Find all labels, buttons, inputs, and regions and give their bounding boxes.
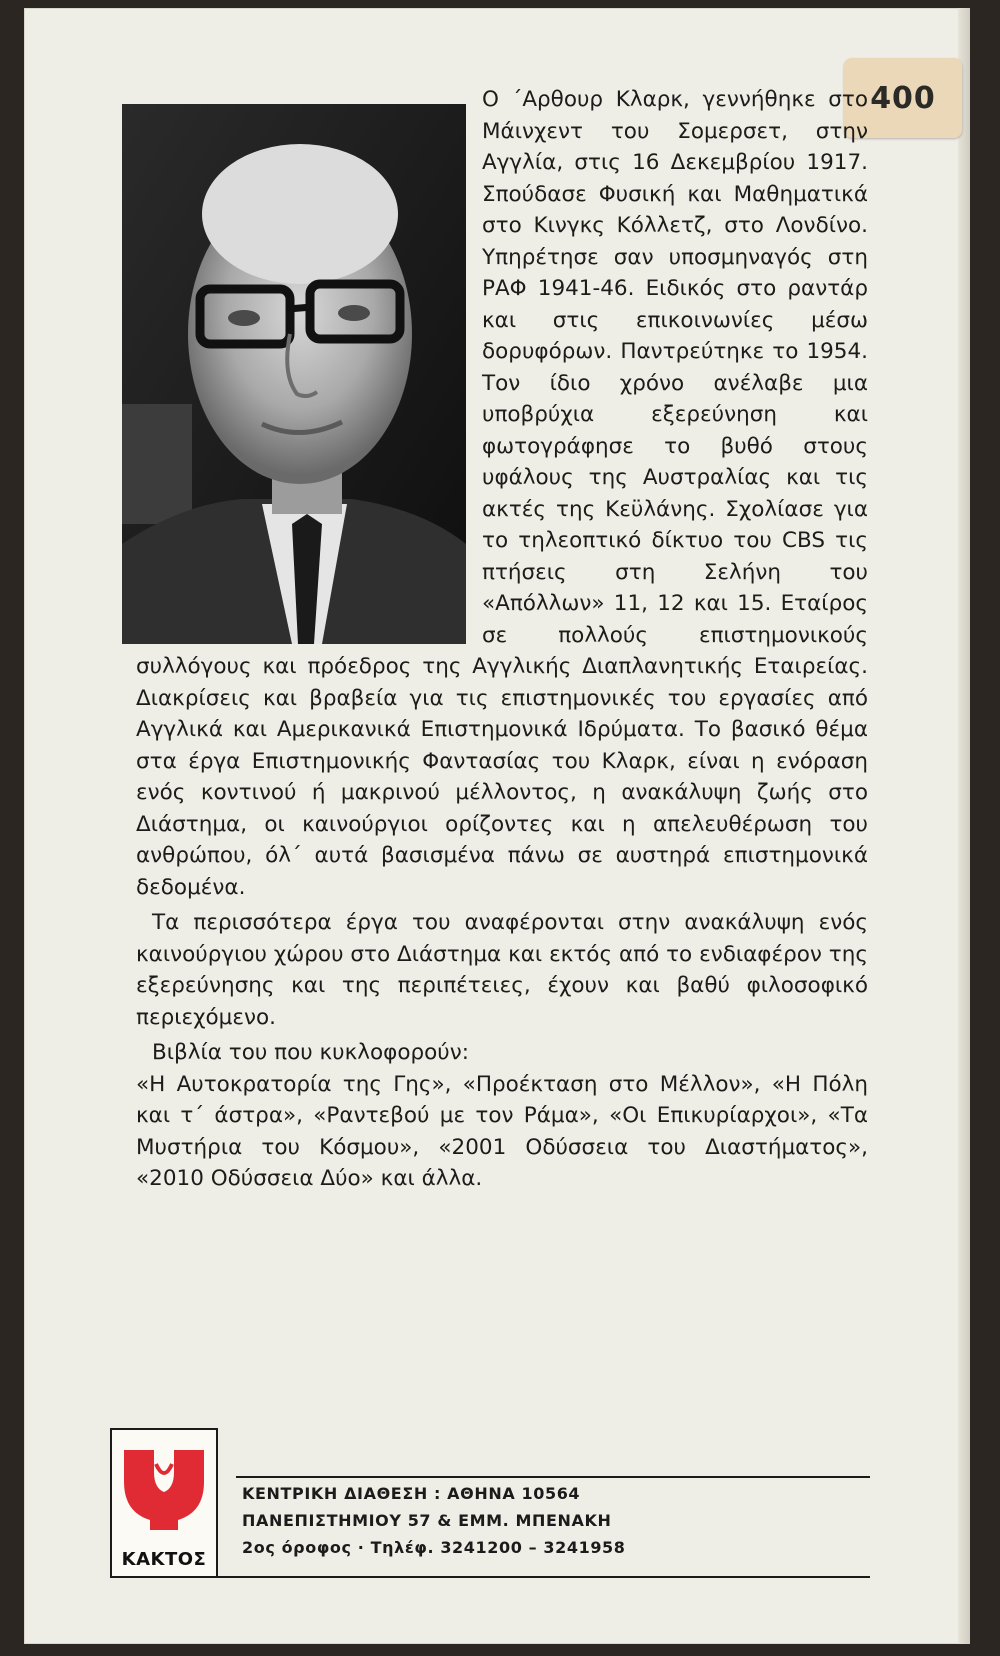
address-line-3: 2ος όροφος · Τηλέφ. 3241200 – 3241958 bbox=[242, 1538, 626, 1557]
bio-paragraph-1: Ο ΄Αρθουρ Κλαρκ, γεννήθηκε στο Μάινχεντ του Σομερσετ, στην Αγγλία, στις 16 Δεκεμβρίου 1917. Σπούδασε Φυσική και Μαθηματικά στο Κινγκς Κόλλετζ, στο Λονδίνο. Υπηρέτησε σαν υποσμηναγός στη ΡΑΦ 1941-46. Ειδικός στο ραντάρ και στις επικοινωνίες μέσω δορυφόρων. Παντρεύτηκε το 1954. Τον ίδιο χρόνο ανέλαβε μια υποβρύχια εξερεύνηση και φωτογράφησε το βυθό στους υφάλους της Αυστραλίας και τις ακτές της Κεϋλάνης. Σχολίασε για το τηλεοπτικό δίκτυο του CBS τις πτήσεις στη Σελήνη του «Απόλλων» 11, 12 και 15. Εταίρος σε πολλούς επιστημονικούς συλλόγους και πρόεδρος της Αγγλικής Διαπλανητικής Εταιρείας. Διακρίσεις και βραβεία για τις επιστημονικές του εργασίες από Αγγλικά και Αμερικανικά Επιστημονικά Ιδρύματα. Το βασικό θέμα στα έργα Επιστημονικής Φαντασίας του Κλαρκ, είναι η ενόραση ενός κοντινού ή μακρινού μέλλοντος, η ανακάλυψη ζωής στο Διάστημα, οι καινούργιοι ορίζοντες και η απελευθέρωση του ανθρώπου, όλ΄ αυτά βασισμένα πάνω σε αυστηρά επιστημονικά δεδομένα. bbox=[136, 87, 868, 900]
author-biography bbox=[136, 84, 868, 1195]
bio-paragraph-2: Τα περισσότερα έργα του αναφέρονται στην ανακάλυψη ενός καινούργιου χώρου στο Διάστημα και εκτός από το ενδιαφέρον της εξερεύνησης και της περιπέτειες, έχουν και βαθύ φιλοσοφικό περιεχόμενο. bbox=[136, 910, 868, 1030]
footer-rule-top bbox=[236, 1476, 870, 1478]
publisher-footer bbox=[110, 1428, 870, 1588]
book-back-cover bbox=[24, 8, 970, 1644]
address-line-1: ΚΕΝΤΡΙΚΗ ΔΙΑΘΕΣΗ : ΑΘΗΝΑ 10564 bbox=[242, 1484, 581, 1503]
publisher-name: ΚΑΚΤΟΣ bbox=[121, 1549, 207, 1570]
books-list: «Η Αυτοκρατορία της Γης», «Προέκταση στο Μέλλον», «Η Πόλη και τ΄ άστρα», «Ραντεβού με τον Ράμα», «Οι Επικυρίαρχοι», «Τα Μυστήρια του Κόσμου», «2001 Οδύσσεια του Διαστήματος», «2010 Οδύσσεια Δύο» και άλλα. bbox=[136, 1071, 868, 1191]
price-sticker: 400 bbox=[844, 58, 962, 138]
books-intro: Βιβλία του που κυκλοφορούν: bbox=[152, 1040, 469, 1065]
publisher-logo bbox=[110, 1428, 218, 1578]
address-line-2: ΠΑΝΕΠΙΣΤΗΜΙΟΥ 57 & ΕΜΜ. ΜΠΕΝΑΚΗ bbox=[242, 1511, 612, 1530]
cactus-logo-icon bbox=[120, 1442, 208, 1534]
footer-rule-bottom bbox=[110, 1576, 870, 1578]
cover-edge bbox=[958, 8, 970, 1644]
publisher-address bbox=[242, 1480, 862, 1561]
portrait-spacer bbox=[136, 84, 482, 638]
